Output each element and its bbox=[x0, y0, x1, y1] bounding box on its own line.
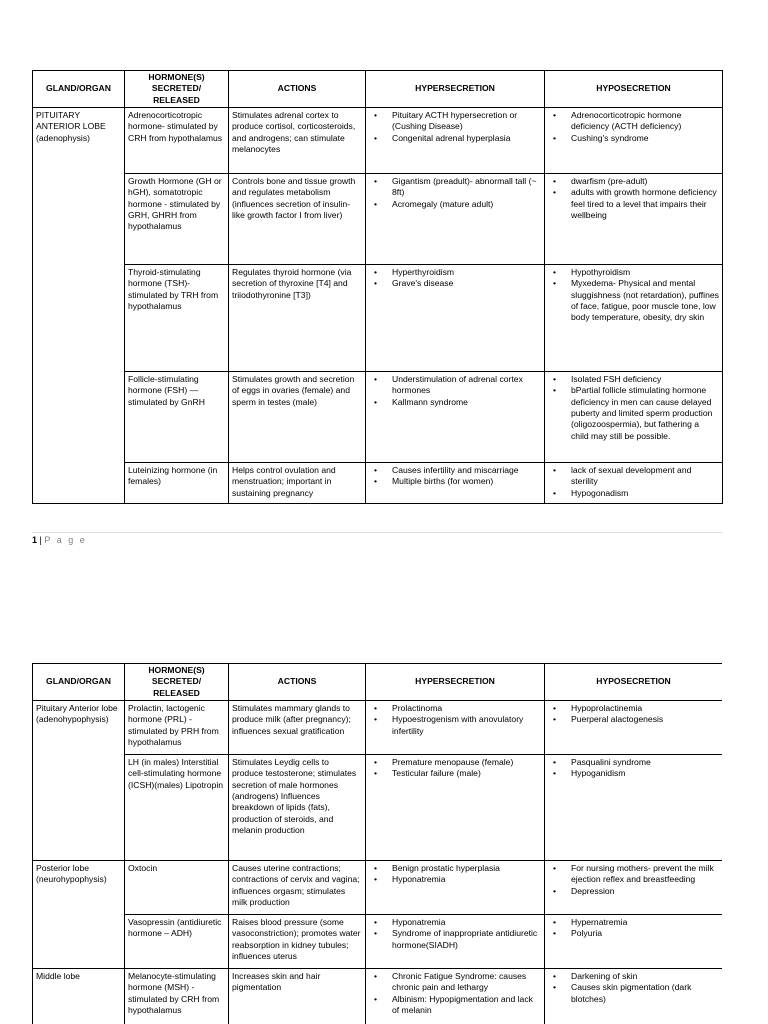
actions-cell: Raises blood pressure (some vasoconstriction); promotes water reabsorption in kidney tubules; influences uterus bbox=[229, 915, 366, 969]
gland-cell: Posterior lobe (neurohypophysis) bbox=[33, 861, 125, 969]
hypersecretion-cell bbox=[366, 755, 545, 861]
table-header-row bbox=[33, 664, 723, 701]
table-row bbox=[33, 861, 723, 915]
hyposecretion-cell-list bbox=[548, 176, 719, 221]
hypersecretion-cell bbox=[366, 861, 545, 915]
header-hyposecretion: HYPOSECRETION bbox=[545, 71, 723, 108]
header-actions: ACTIONS bbox=[229, 664, 366, 701]
hyposecretion-cell-list bbox=[548, 703, 719, 726]
table-row bbox=[33, 755, 723, 861]
hypersecretion-cell-list bbox=[369, 703, 541, 737]
list-item: • lack of sexual development and sterility bbox=[548, 465, 719, 488]
hypersecretion-cell-list bbox=[369, 971, 541, 1016]
hormone-cell: Luteinizing hormone (in females) bbox=[125, 463, 229, 504]
hormone-table-page-1 bbox=[32, 70, 722, 504]
table-row bbox=[33, 701, 723, 755]
page-footer bbox=[32, 532, 722, 545]
list-item: • Causes infertility and miscarriage bbox=[369, 465, 541, 476]
hypersecretion-cell-list bbox=[369, 757, 541, 780]
list-item: • Hypoprolactinemia bbox=[548, 703, 719, 714]
list-item: • Myxedema- Physical and mental sluggishness (not retardation), puffines of face, fatigue, poor muscle tone, low body temperature, obesity, dry skin bbox=[548, 278, 719, 323]
hormone-cell: Melanocyte-stimulating hormone (MSH) - stimulated by CRH from hypothalamus bbox=[125, 969, 229, 1024]
hyposecretion-cell-list bbox=[548, 863, 719, 897]
hormone-cell: Oxtocin bbox=[125, 861, 229, 915]
list-item: • Albinism: Hypopigmentation and lack of melanin bbox=[369, 994, 541, 1017]
list-item: • Testicular failure (male) bbox=[369, 768, 541, 779]
hormone-cell: Adrenocorticotropic hormone- stimulated by CRH from hypothalamus bbox=[125, 108, 229, 174]
hyposecretion-cell-list bbox=[548, 110, 719, 144]
actions-cell: Helps control ovulation and menstruation; important in sustaining pregnancy bbox=[229, 463, 366, 504]
hormone-cell: Thyroid-stimulating hormone (TSH)- stimulated by TRH from hypothalamus bbox=[125, 265, 229, 372]
hormone-cell: LH (in males) Interstitial cell-stimulating hormone (ICSH)(males) Lipotropin bbox=[125, 755, 229, 861]
header-hormone: HORMONE(S) SECRETED/ RELEASED bbox=[125, 71, 229, 108]
list-item: • Darkening of skin bbox=[548, 971, 719, 982]
list-item: • Syndrome of inappropriate antidiuretic hormone(SIADH) bbox=[369, 928, 541, 951]
list-item: • Polyuria bbox=[548, 928, 719, 939]
hyposecretion-cell bbox=[545, 861, 723, 915]
header-hypersecretion: HYPERSECRETION bbox=[366, 664, 545, 701]
hormone-cell: Follicle-stimulating hormone (FSH) — stimulated by GnRH bbox=[125, 372, 229, 463]
table-row bbox=[33, 174, 723, 265]
hypersecretion-cell-list bbox=[369, 110, 541, 144]
table-body bbox=[33, 701, 723, 1024]
table-row bbox=[33, 108, 723, 174]
list-item: • Prolactinoma bbox=[369, 703, 541, 714]
actions-cell: Stimulates adrenal cortex to produce cortisol, corticosteroids, and androgens; can stimulate melanocytes bbox=[229, 108, 366, 174]
actions-cell: Increases skin and hair pigmentation bbox=[229, 969, 366, 1024]
table-row bbox=[33, 372, 723, 463]
hypersecretion-cell bbox=[366, 265, 545, 372]
hypersecretion-cell bbox=[366, 701, 545, 755]
hyposecretion-cell bbox=[545, 463, 723, 504]
header-gland: GLAND/ORGAN bbox=[33, 664, 125, 701]
actions-cell: Stimulates growth and secretion of eggs in ovaries (female) and sperm in testes (male) bbox=[229, 372, 366, 463]
header-gland: GLAND/ORGAN bbox=[33, 71, 125, 108]
gland-cell: PITUITARY ANTERIOR LOBE (adenophysis) bbox=[33, 108, 125, 504]
hypersecretion-cell bbox=[366, 372, 545, 463]
actions-cell: Regulates thyroid hormone (via secretion of thyroxine [T4] and triiodothyronine [T3]) bbox=[229, 265, 366, 372]
list-item: • Acromegaly (mature adult) bbox=[369, 199, 541, 210]
list-item: • Congenital adrenal hyperplasia bbox=[369, 133, 541, 144]
header-hormone: HORMONE(S) SECRETED/ RELEASED bbox=[125, 664, 229, 701]
gland-cell: Middle lobe bbox=[33, 969, 125, 1024]
hyposecretion-cell-list bbox=[548, 971, 719, 1005]
hyposecretion-cell-list bbox=[548, 465, 719, 499]
list-item: • Hypothyroidism bbox=[548, 267, 719, 278]
hyposecretion-cell bbox=[545, 915, 723, 969]
list-item: • Kallmann syndrome bbox=[369, 397, 541, 408]
list-item: • Hypernatremia bbox=[548, 917, 719, 928]
list-item: • Pituitary ACTH hypersecretion or (Cushing Disease) bbox=[369, 110, 541, 133]
hormone-table-page-2 bbox=[32, 663, 722, 1024]
hypersecretion-cell-list bbox=[369, 917, 541, 951]
header-hyposecretion: HYPOSECRETION bbox=[545, 664, 723, 701]
table-row bbox=[33, 915, 723, 969]
actions-cell: Stimulates mammary glands to produce milk (after pregnancy); influences sexual gratification bbox=[229, 701, 366, 755]
list-item: • Hyponatremia bbox=[369, 874, 541, 885]
gland-cell: Pituitary Anterior lobe (adenohypophysis) bbox=[33, 701, 125, 861]
table-row bbox=[33, 969, 723, 1024]
list-item: • Hyponatremia bbox=[369, 917, 541, 928]
list-item: • Causes skin pigmentation (dark blotches) bbox=[548, 982, 719, 1005]
hypersecretion-cell bbox=[366, 108, 545, 174]
list-item: • Benign prostatic hyperplasia bbox=[369, 863, 541, 874]
header-actions: ACTIONS bbox=[229, 71, 366, 108]
list-item: • Depression bbox=[548, 886, 719, 897]
header-hypersecretion: HYPERSECRETION bbox=[366, 71, 545, 108]
hyposecretion-cell-list bbox=[548, 757, 719, 780]
list-item: • For nursing mothers- prevent the milk ejection reflex and breastfeeding bbox=[548, 863, 719, 886]
hyposecretion-cell bbox=[545, 108, 723, 174]
page-separator: | bbox=[37, 535, 45, 545]
list-item: • Hypogonadism bbox=[548, 488, 719, 499]
hyposecretion-cell bbox=[545, 372, 723, 463]
hypersecretion-cell bbox=[366, 463, 545, 504]
table-body bbox=[33, 108, 723, 504]
hyposecretion-cell bbox=[545, 969, 723, 1024]
page-label: P a g e bbox=[44, 535, 87, 545]
list-item: • Premature menopause (female) bbox=[369, 757, 541, 768]
hypersecretion-cell-list bbox=[369, 465, 541, 488]
hyposecretion-cell-list bbox=[548, 374, 719, 442]
list-item: • Cushing's syndrome bbox=[548, 133, 719, 144]
list-item: • Chronic Fatigue Syndrome: causes chronic pain and lethargy bbox=[369, 971, 541, 994]
list-item: • Hypoganidism bbox=[548, 768, 719, 779]
table-header-row bbox=[33, 71, 723, 108]
hypersecretion-cell-list bbox=[369, 267, 541, 290]
hormone-cell: Prolactin, lactogenic hormone (PRL) - stimulated by PRH from hypothalamus bbox=[125, 701, 229, 755]
hyposecretion-cell bbox=[545, 174, 723, 265]
list-item: • dwarfism (pre-adult) bbox=[548, 176, 719, 187]
list-item: • Isolated FSH deficiency bbox=[548, 374, 719, 385]
hypersecretion-cell bbox=[366, 174, 545, 265]
hypersecretion-cell bbox=[366, 915, 545, 969]
list-item: • adults with growth hormone deficiency feel tired to a level that impairs their wellbeing bbox=[548, 187, 719, 221]
actions-cell: Stimulates Leydig cells to produce testosterone; stimulates secretion of male hormones (androgens) Influences breakdown of lipids (fats), production of steroids, and melanin production bbox=[229, 755, 366, 861]
hormone-cell: Vasopressin (antidiuretic hormone – ADH) bbox=[125, 915, 229, 969]
list-item: • Grave's disease bbox=[369, 278, 541, 289]
hypersecretion-cell-list bbox=[369, 374, 541, 408]
list-item: • Pasqualini syndrome bbox=[548, 757, 719, 768]
table-row bbox=[33, 265, 723, 372]
hyposecretion-cell-list bbox=[548, 267, 719, 324]
hyposecretion-cell bbox=[545, 701, 723, 755]
list-item: • Hypoestrogenism with anovulatory infertility bbox=[369, 714, 541, 737]
list-item: • Puerperal alactogenesis bbox=[548, 714, 719, 725]
list-item: • Gigantism (preadult)- abnormall tall (~ 8ft) bbox=[369, 176, 541, 199]
list-item: • Adrenocorticotropic hormone deficiency (ACTH deficiency) bbox=[548, 110, 719, 133]
hyposecretion-cell bbox=[545, 755, 723, 861]
actions-cell: Controls bone and tissue growth and regulates metabolism (influences secretion of insulin-like growth factor I from liver) bbox=[229, 174, 366, 265]
hypersecretion-cell bbox=[366, 969, 545, 1024]
page-number: 1 bbox=[32, 535, 38, 545]
hypersecretion-cell-list bbox=[369, 863, 541, 886]
hyposecretion-cell-list bbox=[548, 917, 719, 940]
hormone-cell: Growth Hormone (GH or hGH), somatotropic hormone - stimulated by GRH, GHRH from hypothalamus bbox=[125, 174, 229, 265]
list-item: • Hyperthyroidism bbox=[369, 267, 541, 278]
list-item: • bPartial follicle stimulating hormone deficiency in men can cause delayed puberty and limited sperm production (oligozoospermia), but fathering a child may still be possible. bbox=[548, 385, 719, 442]
actions-cell: Causes uterine contractions; contractions of cervix and vagina; influences orgasm; stimulates milk production bbox=[229, 861, 366, 915]
hyposecretion-cell bbox=[545, 265, 723, 372]
hypersecretion-cell-list bbox=[369, 176, 541, 210]
list-item: • Multiple births (for women) bbox=[369, 476, 541, 487]
table-row bbox=[33, 463, 723, 504]
list-item: • Understimulation of adrenal cortex hormones bbox=[369, 374, 541, 397]
